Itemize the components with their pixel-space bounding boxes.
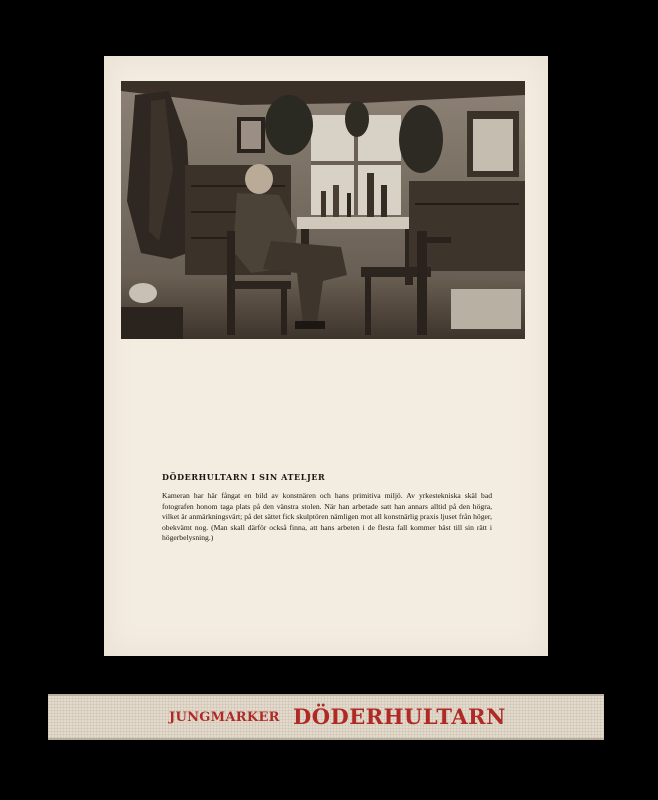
spine-author: JUNGMARKER (169, 710, 280, 725)
spine-title: DÖDERHULTARN (293, 704, 506, 729)
caption-body: Kameran har här fångat en bild av konstnären och hans primitiva miljö. Av yrkestekniska skäl bad fotografen honom taga plats på den vänstra stolen. När han arbetade satt han annars alltid på den högra, vilket är anmärkningsvärt; på det sättet fick skulptören nämligen mot all konstnärlig praxis ljuset från höger, obekvämt nog. (Man skall därför också finna, att hans arbeten i de flesta fall kommer bäst till sin rätt i högerbelysning.) (162, 491, 492, 543)
photograph-illustration (121, 81, 525, 339)
book-spine (48, 694, 604, 740)
book-page (104, 56, 548, 656)
atelier-photograph (121, 81, 525, 339)
caption-title: DÖDERHULTARN I SIN ATELJER (162, 472, 326, 482)
photo-caption (162, 472, 492, 544)
